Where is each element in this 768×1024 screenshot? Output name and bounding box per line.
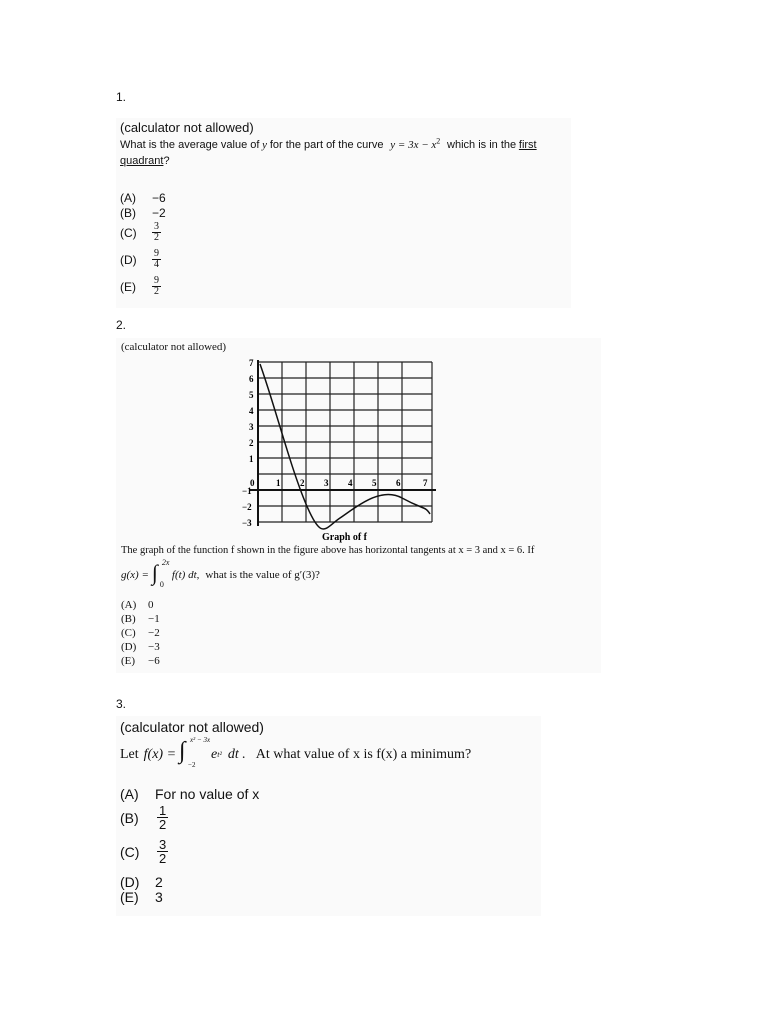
question-3-number: 3. <box>116 697 127 711</box>
y-tick-neg3: −3 <box>242 518 252 528</box>
q3-option-e[interactable]: (E) 3 <box>120 889 163 905</box>
y-tick-6: 6 <box>249 374 254 384</box>
x-tick-3: 3 <box>324 478 329 488</box>
question-1-text: What is the average value of y for the part of the curve $y = 3x - x^2$ which is in the first quadrant? <box>120 136 537 167</box>
q2-option-e[interactable]: (E) −6 <box>121 655 160 667</box>
y-tick-2: 2 <box>249 438 254 448</box>
q1-option-a[interactable]: (A) −6 <box>120 191 166 205</box>
y-tick-1: 1 <box>249 454 254 464</box>
q1-option-d[interactable]: (D) $\frac{9}{4}$ <box>120 248 159 270</box>
x-tick-0: 0 <box>250 478 255 488</box>
y-tick-3: 3 <box>249 422 254 432</box>
question-2-line-1: The graph of the function f shown in the figure above has horizontal tangents at x = 3 and x = 6. If <box>121 545 535 556</box>
q3-option-b[interactable]: (B) $\frac{1}{2}$ <box>120 803 167 832</box>
q1-option-c[interactable]: (C) $\frac{3}{2}$ <box>120 221 159 243</box>
y-tick-labels <box>242 358 254 528</box>
question-2-calc-note: (calculator not allowed) <box>121 341 227 353</box>
x-tick-6: 6 <box>396 478 401 488</box>
x-tick-4: 4 <box>348 478 353 488</box>
question-3-text: Let f(x) = ∫ x² − 3x −2 e t² dt . At what value of x is f(x) a minimum? <box>120 738 471 772</box>
q3-option-a[interactable]: (A) For no value of x <box>120 786 260 802</box>
x-tick-7: 7 <box>423 478 428 488</box>
graph-caption: Graph of f <box>322 532 367 543</box>
y-tick-7: 7 <box>249 358 254 368</box>
question-1-number: 1. <box>116 90 127 104</box>
integral-sign-q2: ∫ 2x 0 <box>151 558 170 589</box>
y-tick-5: 5 <box>249 390 254 400</box>
question-3-calc-note: (calculator not allowed) <box>120 719 264 735</box>
x-tick-2: 2 <box>300 478 305 488</box>
q2-option-b[interactable]: (B) −1 <box>121 613 160 625</box>
q2-option-c[interactable]: (C) −2 <box>121 627 160 639</box>
q3-option-d[interactable]: (D) 2 <box>120 874 163 890</box>
graph-of-f <box>230 356 440 546</box>
question-2-line-2: g(x) = ∫ 2x 0 f(t) dt, what is the value of g′(3)? <box>121 558 320 589</box>
question-2-options <box>121 598 160 668</box>
curve-f <box>260 364 430 529</box>
q2-option-d[interactable]: (D) −3 <box>121 641 160 653</box>
y-tick-neg1: −1 <box>242 486 252 496</box>
question-2-number: 2. <box>116 318 127 332</box>
question-1-calc-note: (calculator not allowed) <box>120 120 254 135</box>
q1-option-b[interactable]: (B) −2 <box>120 206 166 220</box>
y-tick-neg2: −2 <box>242 502 252 512</box>
q3-option-c[interactable]: (C) $\frac{3}{2}$ <box>120 837 167 866</box>
q1-option-e[interactable]: (E) $\frac{9}{2}$ <box>120 275 159 297</box>
x-tick-5: 5 <box>372 478 377 488</box>
y-tick-4: 4 <box>249 406 254 416</box>
q2-option-a[interactable]: (A) 0 <box>121 599 154 611</box>
x-tick-1: 1 <box>276 478 281 488</box>
integral-sign-q3: ∫ x² − 3x −2 <box>179 736 211 769</box>
x-tick-labels <box>250 478 428 488</box>
